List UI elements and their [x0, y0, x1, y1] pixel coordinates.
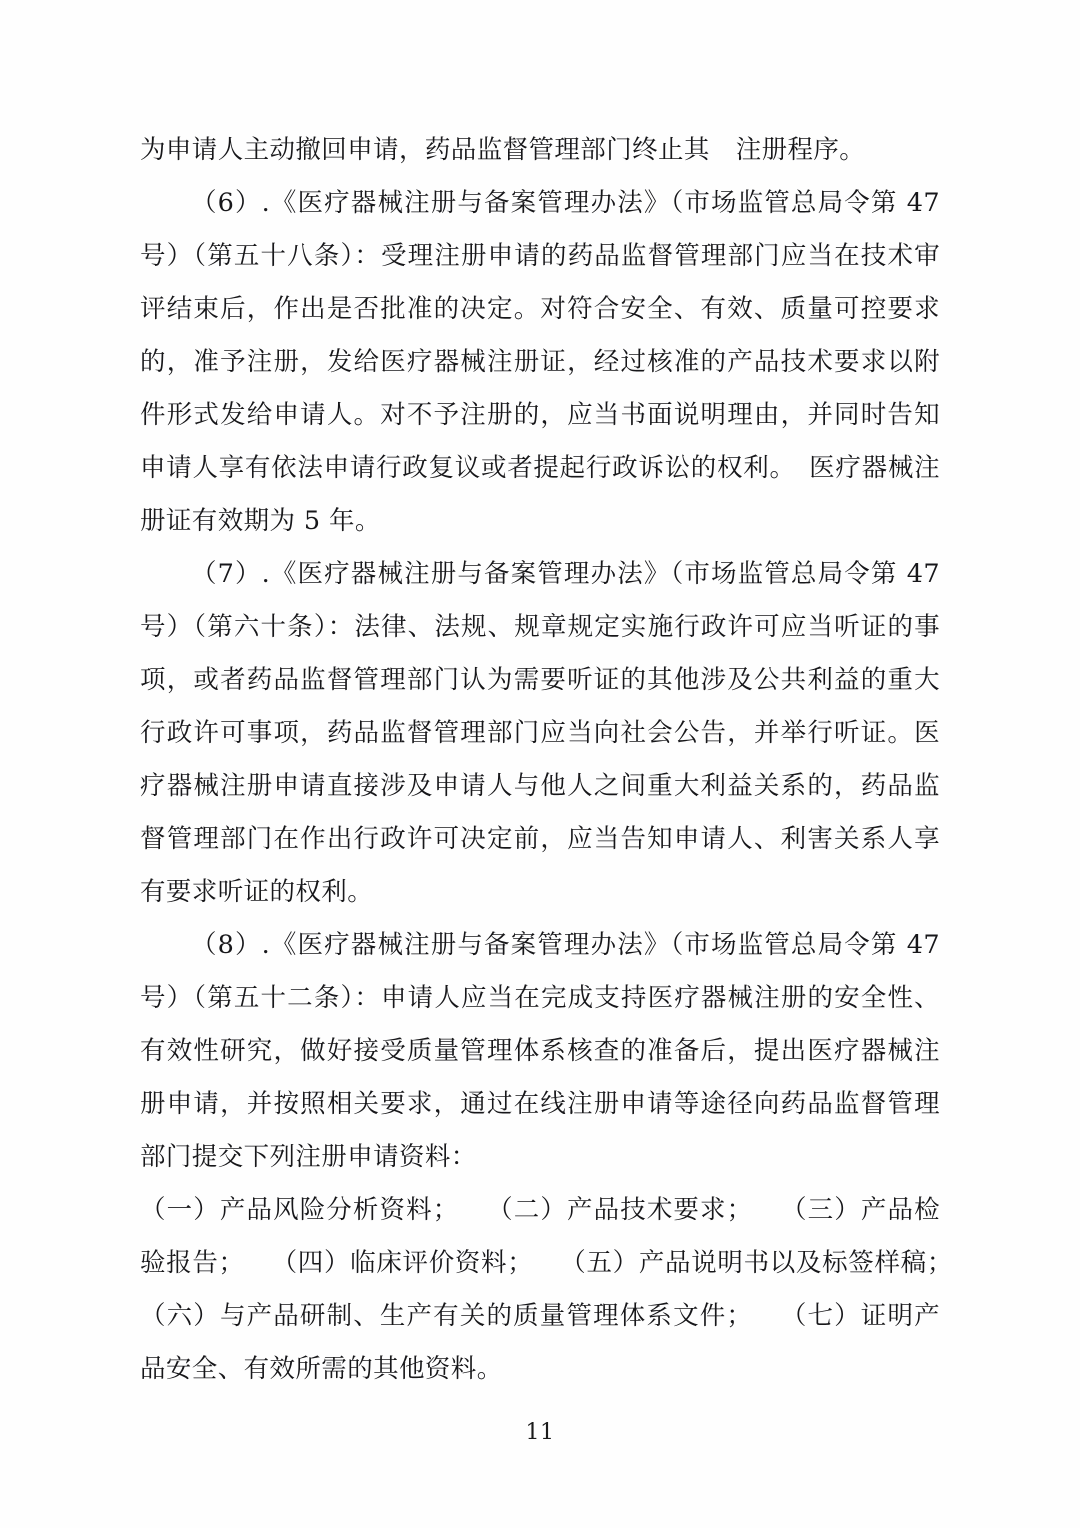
page-number: 11 — [525, 1420, 555, 1445]
paragraph-item-8-list: （一）产品风险分析资料； （二）产品技术要求； （三）产品检验报告； （四）临床评价资料； （五）产品说明书以及标签样稿； （六）与产品研制、生产有关的质量管理体系文件； （七）证明产品安全、有效所需的其他资料。 — [140, 1195, 992, 1384]
document-body — [140, 124, 992, 1396]
paragraph-item-6: （6）.《医疗器械注册与备案管理办法》（市场监管总局令第 47 号）（第五十八条）：受理注册申请的药品监督管理部门应当在技术审评结束后，作出是否批准的决定。对符合安全、有效、质量可控要求的，准予注册，发给医疗器械注册证，经过核准的产品技术要求以附件形式发给申请人。对不予注册的，应当书面说明理由，并同时告知申请人享有依法申请行政复议或者提起行政诉讼的权利。 医疗器械注册证有效期为 5 年。 — [140, 188, 940, 536]
paragraph-continued: 为申请人主动撤回申请，药品监督管理部门终止其 注册程序。 — [140, 135, 866, 165]
paragraph-item-7: （7）.《医疗器械注册与备案管理办法》（市场监管总局令第 47 号）（第六十条）：法律、法规、规章规定实施行政许可应当听证的事项，或者药品监督管理部门认为需要听证的其他涉及公共利益的重大行政许可事项，药品监督管理部门应当向社会公告，并举行听证。医疗器械注册申请直接涉及申请人与他人之间重大利益关系的，药品监督管理部门在作出行政许可决定前，应当告知申请人、利害关系人享有要求听证的权利。 — [140, 559, 940, 907]
paragraph-item-8: （8）.《医疗器械注册与备案管理办法》（市场监管总局令第 47 号）（第五十二条）：申请人应当在完成支持医疗器械注册的安全性、有效性研究，做好接受质量管理体系核查的准备后，提出医疗器械注册申请，并按照相关要求，通过在线注册申请等途径向药品监督管理部门提交下列注册申请资料： — [140, 930, 940, 1172]
